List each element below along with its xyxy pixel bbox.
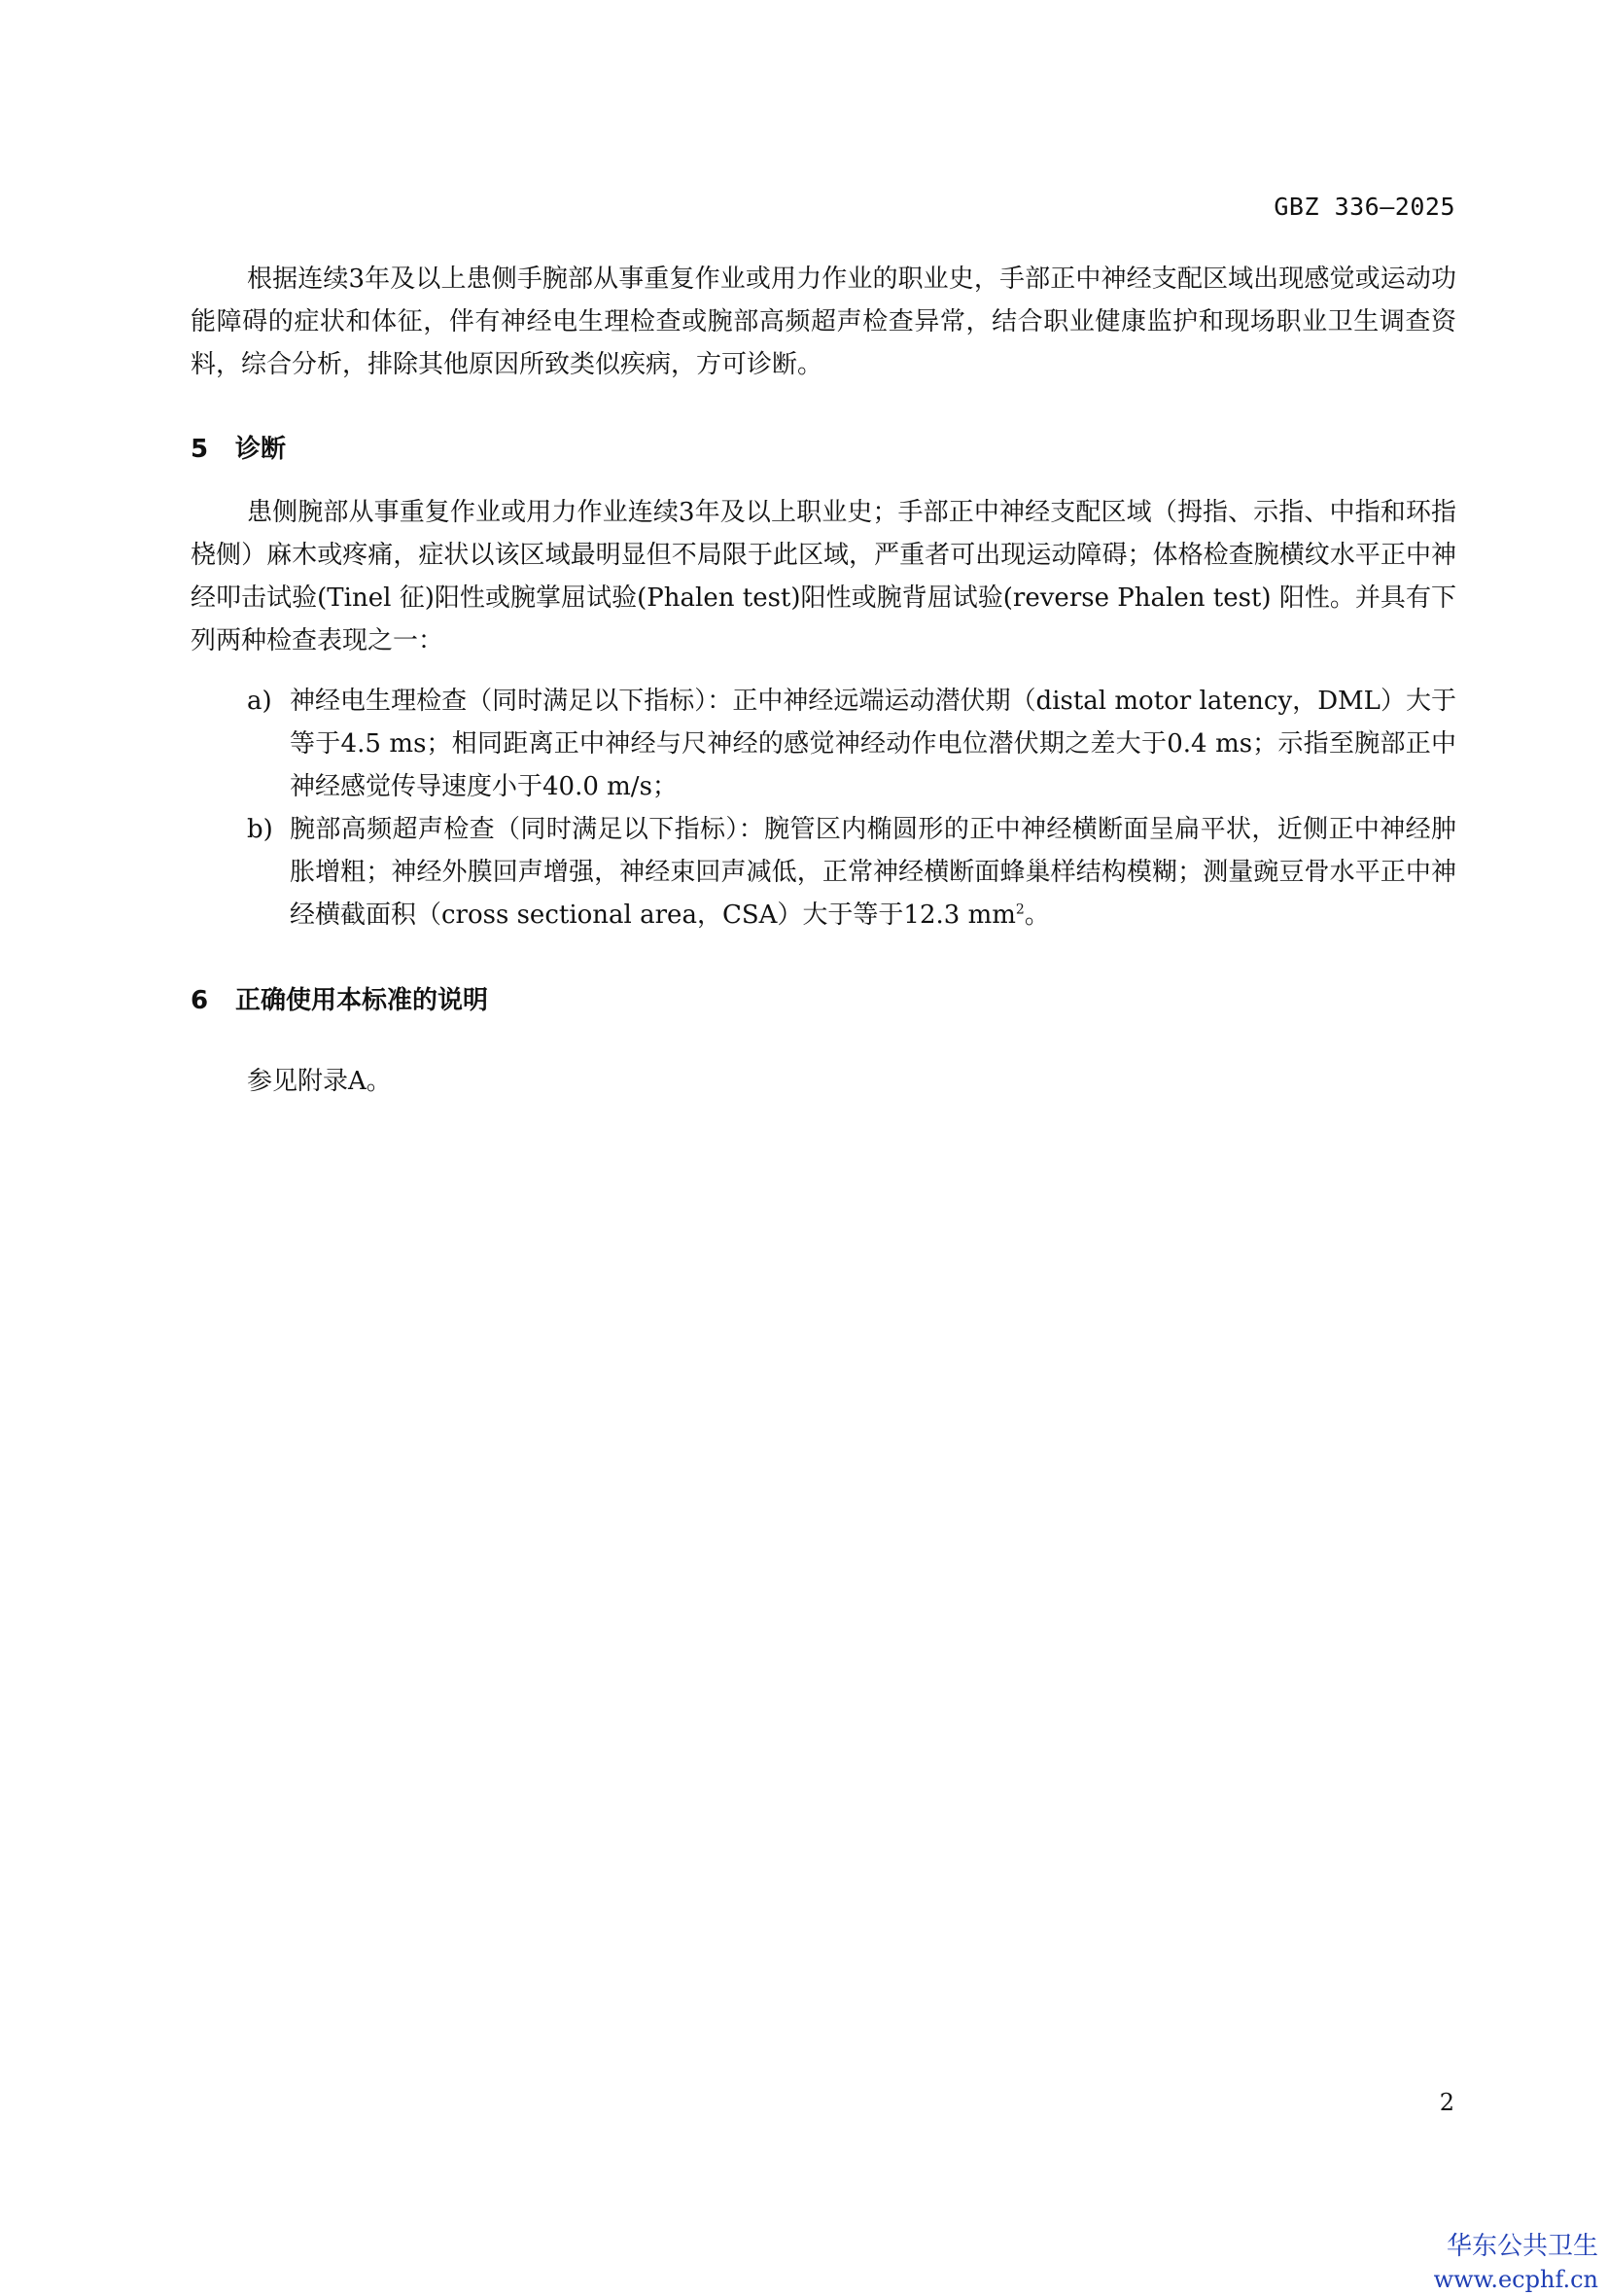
watermark [1434, 2230, 1598, 2296]
criteria-text: 腕部高频超声检查（同时满足以下指标）：腕管区内椭圆形的正中神经横断面呈扁平状，近侧正中神经肿胀增粗；神经外膜回声增强，神经束回声减低，正常神经横断面蜂巢样结构模糊；测量豌豆骨水平正中神经横截面积（cross sectional area，CSA）大于等于12.3 mm [290, 815, 1456, 930]
section-5-paragraph: 患侧腕部从事重复作业或用力作业连续3年及以上职业史；手部正中神经支配区域（拇指、示指、中指和环指桡侧）麻木或疼痛，症状以该区域最明显但不局限于此区域，严重者可出现运动障碍；体格检查腕横纹水平正中神经叩击试验(Tinel 征)阳性或腕掌屈试验(Phalen test)阳性或腕背屈试验(reverse Phalen test) 阳性。并具有下列两种检查表现之一： [191, 498, 1456, 655]
criteria-list [247, 680, 1456, 936]
section-5-number: 5 [191, 435, 209, 464]
section-5-title: 诊断 [235, 435, 287, 464]
standard-code: GBZ 336—2025 [1274, 193, 1455, 221]
section-5-heading [191, 429, 286, 465]
section-6-heading [191, 980, 488, 1016]
criteria-item-a [247, 680, 1456, 808]
watermark-url: www.ecphf.cn [1433, 2266, 1598, 2293]
section-6-number: 6 [191, 986, 209, 1015]
criteria-item-b [247, 808, 1456, 936]
section-6-paragraph: 参见附录A。 [247, 1067, 392, 1096]
superscript: 2 [1015, 901, 1025, 918]
list-marker: a) [247, 687, 272, 716]
criteria-text: 神经电生理检查（同时满足以下指标）：正中神经远端运动潜伏期（distal motor latency，DML）大于等于4.5 ms；相同距离正中神经与尺神经的感觉神经动作电位潜伏期之差大于0.4 ms；示指至腕部正中神经感觉传导速度小于40.0 m/s； [290, 687, 1456, 801]
section-6-title: 正确使用本标准的说明 [235, 986, 489, 1015]
intro-paragraph: 根据连续3年及以上患侧手腕部从事重复作业或用力作业的职业史，手部正中神经支配区域出现感觉或运动功能障碍的症状和体征，伴有神经电生理检查或腕部高频超声检查异常，结合职业健康监护和现场职业卫生调查资料，综合分析，排除其他原因所致类似疾病，方可诊断。 [191, 265, 1456, 379]
criteria-suffix: 。 [1024, 901, 1050, 930]
watermark-name: 华东公共卫生 [1446, 2232, 1598, 2261]
list-marker: b) [247, 815, 273, 844]
page-number: 2 [1439, 2089, 1454, 2116]
